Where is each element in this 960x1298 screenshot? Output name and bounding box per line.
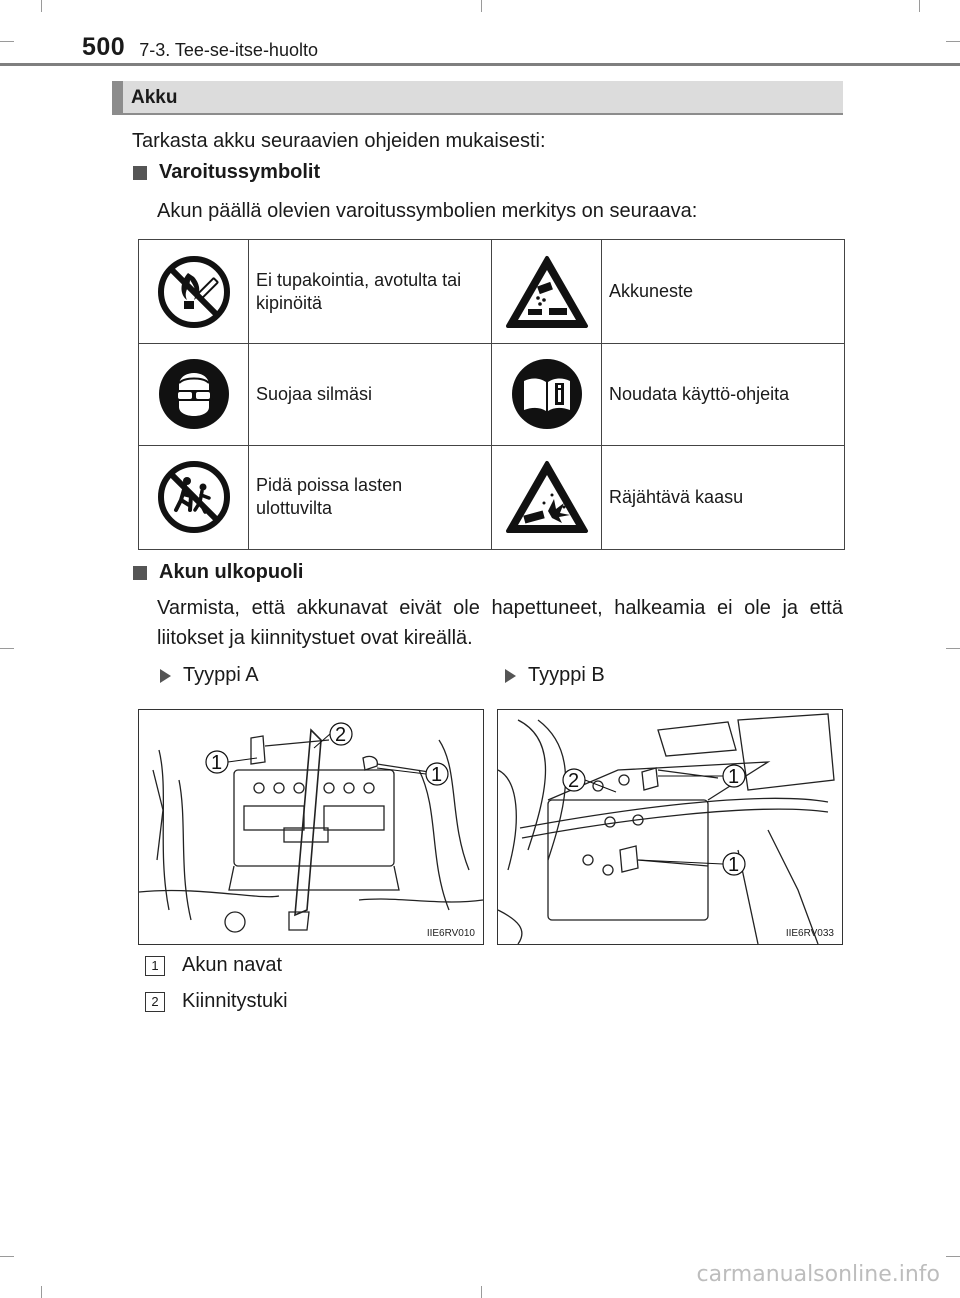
warning-symbols-description: Akun päällä olevien varoitussymbolien merkitys on seuraava:	[157, 200, 698, 222]
symbol-description: Suojaa silmäsi	[249, 344, 492, 446]
no-smoking-flame-icon	[139, 240, 249, 344]
warning-symbols-heading-text: Varoitussymbolit	[159, 161, 321, 183]
legend-text: Kiinnitystuki	[182, 990, 288, 1012]
triangle-bullet-icon	[505, 669, 516, 683]
battery-illustration-type-b	[497, 709, 843, 945]
crop-mark	[481, 0, 482, 12]
type-a-label-text: Tyyppi A	[183, 664, 259, 686]
crop-mark	[0, 648, 14, 649]
exterior-description: Varmista, että akkunavat eivät ole hapettuneet, halkeamia ei ole ja että liitokset ja kiinnitystuet ovat kireällä.	[157, 597, 843, 649]
watermark: carmanualsonline.info	[696, 1262, 940, 1287]
illustration-code: IIE6RV010	[426, 928, 475, 939]
page-header	[82, 24, 318, 60]
crop-mark	[41, 0, 42, 12]
illustration-code: IIE6RV033	[785, 928, 834, 939]
acid-warning-icon	[492, 240, 602, 344]
battery-drawing-type-b	[498, 710, 842, 944]
section-accent	[112, 81, 123, 113]
battery-drawing-type-a	[139, 710, 483, 944]
chapter-title: 7-3. Tee-se-itse-huolto	[139, 40, 318, 60]
callout-number: 1	[728, 854, 740, 876]
warning-symbols-heading	[133, 161, 320, 184]
callout-number: 1	[211, 752, 223, 774]
type-a-label	[160, 664, 259, 687]
square-bullet-icon	[133, 166, 147, 180]
symbol-description: Räjähtävä kaasu	[602, 445, 845, 549]
type-b-label-text: Tyyppi B	[528, 664, 605, 686]
callout-number: 2	[335, 724, 347, 746]
square-bullet-icon	[133, 566, 147, 580]
intro-text: Tarkasta akku seuraavien ohjeiden mukaisesti:	[132, 130, 546, 152]
table-row	[139, 344, 845, 446]
page-number: 500	[82, 33, 126, 61]
table-row	[139, 445, 845, 549]
crop-mark	[0, 41, 14, 42]
type-b-label	[505, 664, 605, 687]
crop-mark	[481, 1286, 482, 1298]
legend-number: 2	[145, 992, 165, 1012]
crop-mark	[946, 1256, 960, 1257]
legend-item	[145, 954, 282, 977]
goggles-icon	[139, 344, 249, 446]
crop-mark	[41, 1286, 42, 1298]
callout-number: 1	[728, 766, 740, 788]
callout-number: 2	[568, 770, 580, 792]
warning-symbols-table	[138, 239, 845, 550]
exterior-heading-text: Akun ulkopuoli	[159, 561, 304, 583]
section-title: Akku	[131, 87, 178, 108]
section-title-bar	[112, 81, 843, 115]
battery-illustration-type-a	[138, 709, 484, 945]
legend-number: 1	[145, 956, 165, 976]
table-row	[139, 240, 845, 344]
symbol-description: Pidä poissa lasten ulottuvilta	[249, 445, 492, 549]
crop-mark	[0, 1256, 14, 1257]
crop-mark	[946, 648, 960, 649]
header-rule	[0, 63, 960, 66]
crop-mark	[946, 41, 960, 42]
triangle-bullet-icon	[160, 669, 171, 683]
keep-children-away-icon	[139, 445, 249, 549]
callout-number: 1	[431, 764, 443, 786]
symbol-description: Akkuneste	[602, 240, 845, 344]
legend-text: Akun navat	[182, 954, 283, 976]
exterior-heading	[133, 561, 303, 584]
symbol-description: Ei tupakointia, avotulta tai kipinöitä	[249, 240, 492, 344]
symbol-description: Noudata käyttö-ohjeita	[602, 344, 845, 446]
manual-icon	[492, 344, 602, 446]
crop-mark	[919, 0, 920, 12]
explosion-warning-icon	[492, 445, 602, 549]
legend-item	[145, 990, 288, 1013]
